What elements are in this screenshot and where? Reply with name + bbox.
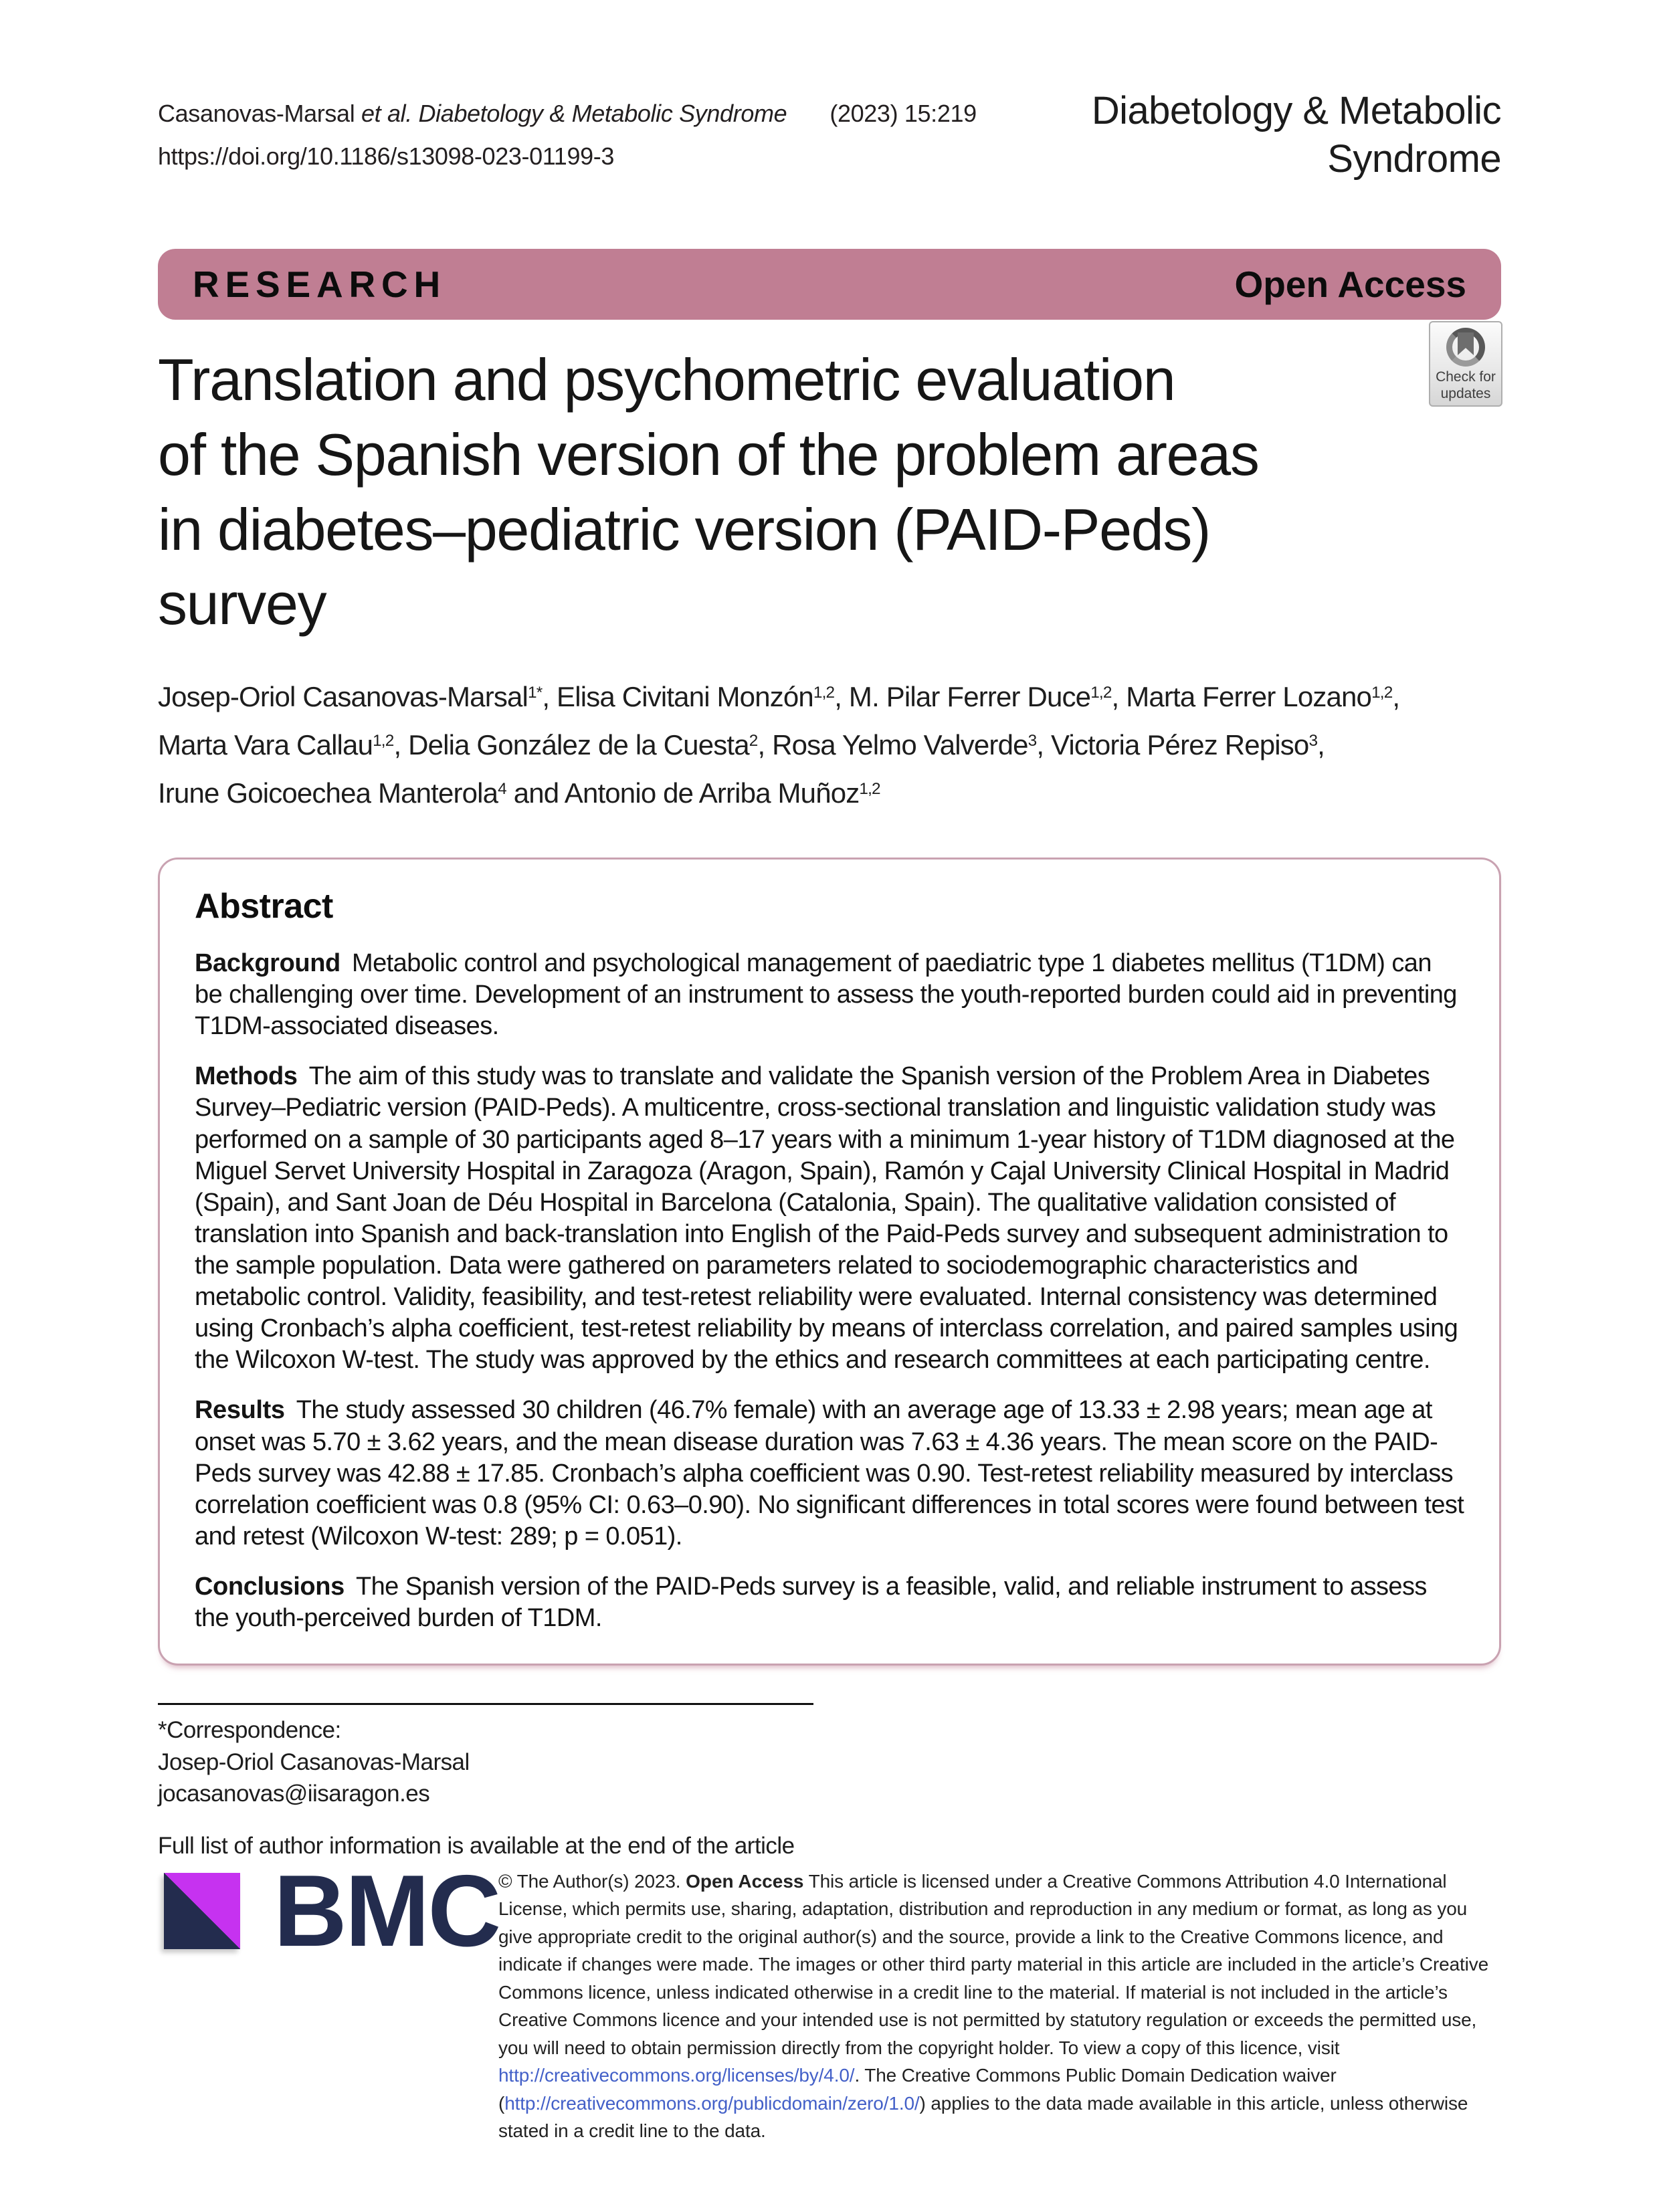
article-type-label: RESEARCH [193, 264, 447, 305]
author-info-note: Full list of author information is available at the end of the article [158, 1832, 795, 1859]
badge-text-line2: updates [1440, 385, 1491, 401]
correspondence-block [158, 1703, 854, 1862]
citation-authors: Casanovas-Marsal [158, 100, 361, 127]
bmc-logo [164, 1854, 500, 1968]
bmc-logo-icon [164, 1873, 240, 1949]
journal-name-line1: Diabetology & Metabolic [1091, 89, 1501, 132]
author-list [158, 673, 1502, 818]
title-line-3: in diabetes–pediatric version (PAID-Peds) [158, 496, 1211, 563]
abstract-section-results [195, 1395, 1464, 1552]
citation-block [158, 92, 977, 178]
abstract-label-background: Background [195, 949, 340, 977]
abstract-section-background [195, 948, 1464, 1042]
abstract-label-results: Results [195, 1396, 285, 1425]
author-line-3: Irune Goicoechea Manterola$^4$ and Antonio de Arriba Muñoz$^{1,2}$ [158, 777, 880, 809]
abstract-text-results: The study assessed 30 children (46.7% female) with an average age of 13.33 ± 2.98 years; mean age at onset was 5.70 ± 3.62 years, and the mean disease duration was 7.63 ± 4.36 years. The mean score on the PAID-Peds survey was 42.88 ± 17.85. Cronbach’s alpha coefficient was 0.90. Test-retest reliability measured by interclass correlation coefficient was 0.8 (95% CI: 0.63–0.90). No significant differences in total scores were found between test and retest (Wilcoxon W-test: 289; p = 0.051). [195, 1396, 1464, 1550]
bmc-logo-text: BMC [274, 1854, 500, 1968]
correspondence-label: *Correspondence: [158, 1717, 341, 1743]
citation-line [158, 92, 977, 135]
correspondence-email: jocasanovas@iisaragon.es [158, 1781, 430, 1807]
title-line-2: of the Spanish version of the problem areas [158, 421, 1259, 488]
journal-name [1092, 87, 1501, 183]
abstract-label-conclusions: Conclusions [195, 1572, 345, 1601]
article-type-banner [158, 249, 1501, 320]
journal-name-line2: Syndrome [1327, 136, 1501, 181]
title-line-1: Translation and psychometric evaluation [158, 346, 1175, 413]
abstract-box [158, 858, 1501, 1666]
open-access-label: Open Access [1234, 264, 1466, 305]
citation-ref: (2023) 15:219 [830, 100, 977, 127]
abstract-label-methods: Methods [195, 1062, 298, 1091]
article-title [158, 342, 1502, 641]
author-line-1: Josep-Oriol Casanovas-Marsal$^{1*}$, Elisa Civitani Monzón$^{1,2}$, M. Pilar Ferrer Duce$^{1,2}$, Marta Ferrer Lozano$^{1,2}$, [158, 681, 1400, 712]
abstract-heading: Abstract [195, 887, 333, 926]
license-link[interactable]: http://creativecommons.org/licenses/by/4.0/ [498, 2065, 855, 2086]
author-line-2: Marta Vara Callau$^{1,2}$, Delia González de la Cuesta$^2$, Rosa Yelmo Valverde$^3$, Victoria Pérez Repiso$^3$, [158, 729, 1325, 761]
footnote-rule [158, 1703, 813, 1705]
abstract-section-conclusions [195, 1571, 1464, 1634]
abstract-text-background: Metabolic control and psychological management of paediatric type 1 diabetes mellitus (T1DM) can be challenging over time. Development of an instrument to assess the youth-reported burden could aid in preventing T1DM-associated diseases. [195, 949, 1457, 1041]
page-header [158, 89, 1501, 183]
doi-text: https://doi.org/10.1186/s13098-023-01199-3 [158, 142, 615, 171]
license-link[interactable]: http://creativecommons.org/publicdomain/zero/1.0/ [504, 2092, 920, 2114]
citation-journal-italic: et al. Diabetology & Metabolic Syndrome [361, 100, 787, 127]
badge-text-line1: Check for [1436, 369, 1496, 385]
title-line-4: survey [158, 571, 326, 637]
abstract-section-methods [195, 1061, 1464, 1376]
abstract-text-methods: The aim of this study was to translate and validate the Spanish version of the Problem Area in Diabetes Survey–Pediatric version (PAID-Peds). A multicentre, cross-sectional translation and linguistic validation study was performed on a sample of 30 participants aged 8–17 years with a minimum 1-year history of T1DM diagnosed at the Miguel Servet University Hospital in Zaragoza (Aragon, Spain), Ramón y Cajal University Clinical Hospital in Madrid (Spain), and Sant Joan de Déu Hospital in Barcelona (Catalonia, Spain). The qualitative validation consisted of translation into Spanish and back-translation into English of the Paid-Peds survey and subsequent administration to the sample population. Data were gathered on parameters related to sociodemographic characteristics and metabolic control. Validity, feasibility, and test-retest reliability were evaluated. Internal consistency was determined using Cronbach’s alpha coefficient, test-retest reliability by means of interclass correlation, and paired samples using the Wilcoxon W-test. The study was approved by the ethics and research committees at each participating centre. [195, 1062, 1458, 1375]
license-text: © The Author(s) 2023. Open Access This article is licensed under a Creative Commons Attribution 4.0 International License, which permits use, sharing, adaptation, distribution and reproduction in any medium or format, as long as you give appropriate credit to the original author(s) and the source, provide a link to the Creative Commons licence, and indicate if changes were made. The images or other third party material in this article are included in the article’s Creative Commons licence, unless indicated otherwise in a credit line to the material. If material is not included in the article’s Creative Commons licence and your intended use is not permitted by statutory regulation or exceeds the permitted use, you will need to obtain permission directly from the copyright holder. To view a copy of this licence, visit http://creativecommons.org/licenses/by/4.0/. The Creative Commons Public Domain Dedication waiver (http://creativecommons.org/publicdomain/zero/1.0/) applies to the data made available in this article, unless otherwise stated in a credit line to the data. [498, 1871, 1489, 2141]
correspondence-name: Josep-Oriol Casanovas-Marsal [158, 1748, 470, 1775]
abstract-text-conclusions: The Spanish version of the PAID-Peds survey is a feasible, valid, and reliable instrument to assess the youth-perceived burden of T1DM. [195, 1572, 1427, 1633]
